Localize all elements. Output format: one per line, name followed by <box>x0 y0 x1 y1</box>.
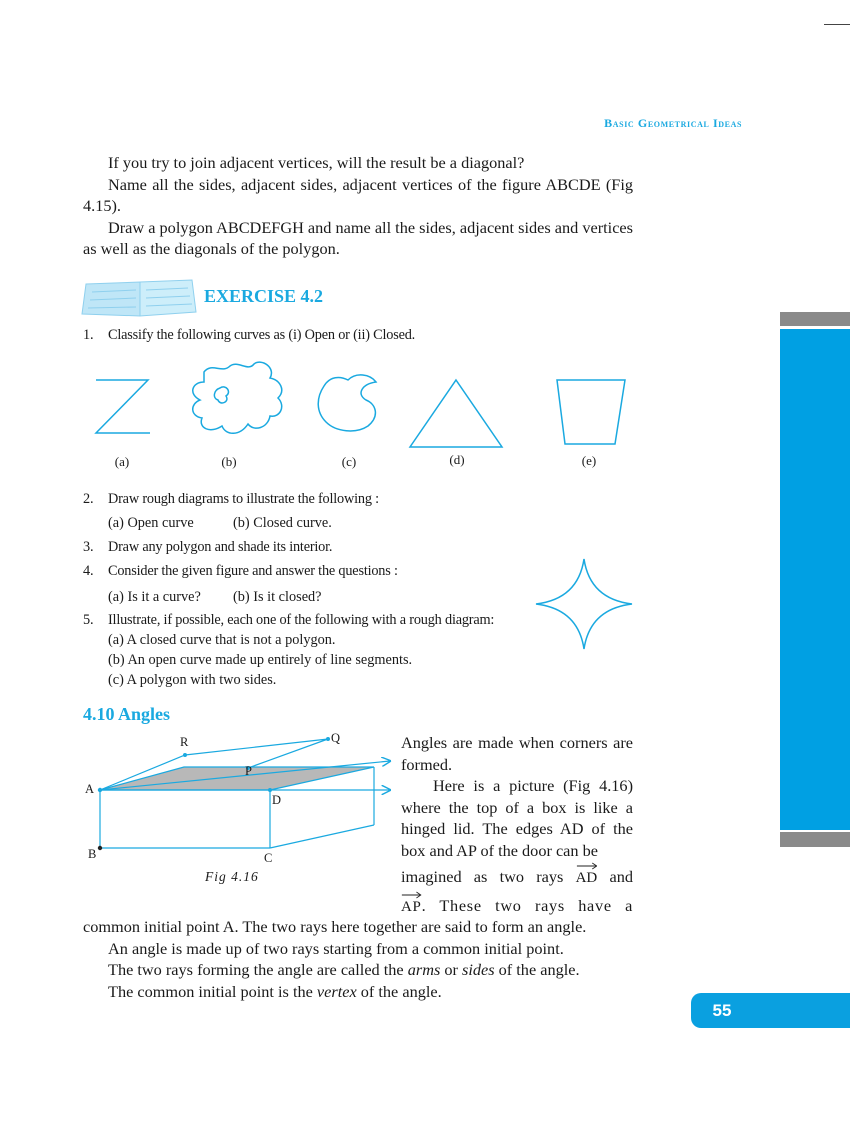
bottom-paragraph-3: The two rays forming the angle are called the arms or sides of the angle. <box>108 960 580 980</box>
question-number: 3. <box>83 539 94 555</box>
curve-label-c: (c) <box>341 454 357 469</box>
curve-d <box>410 380 502 447</box>
label-c: C <box>264 851 273 865</box>
curve-c <box>318 375 376 431</box>
column-paragraph-2: Here is a picture (Fig 4.16) where the top of a box is like a hinged lid. The edges AD of the box and AP of the door can be <box>401 776 633 860</box>
side-tab-top-stripe <box>780 312 850 326</box>
star-figure <box>530 555 640 655</box>
bottom-paragraph-4: The common initial point is the vertex of the angle. <box>108 981 442 1001</box>
intro-paragraph-2: Name all the sides, adjacent sides, adjacent vertices of the figure ABCDE (Fig 4.15). <box>83 174 633 215</box>
label-a: A <box>85 782 95 796</box>
page-number-tab <box>691 993 850 1028</box>
question-2 <box>83 491 379 508</box>
question-5-b: (b) An open curve made up entirely of line segments. <box>108 652 413 668</box>
intro-paragraph-3: Draw a polygon ABCDEFGH and name all the sides, adjacent sides and vertices as well as the diagonals of the polygon. <box>83 217 633 258</box>
section-title: 4.10 Angles <box>83 704 171 724</box>
curves-figure <box>80 358 640 458</box>
side-tab-bottom-stripe <box>780 832 850 847</box>
question-3 <box>83 539 332 556</box>
question-text: Draw any polygon and shade its interior. <box>108 539 333 555</box>
label-d: D <box>272 793 282 807</box>
question-5-c: (c) A polygon with two sides. <box>108 672 277 688</box>
question-4 <box>83 563 398 580</box>
curve-b <box>193 362 282 433</box>
column-paragraph-1: Angles are made when corners are formed. <box>401 733 633 774</box>
running-head: Basic Geometrical Ideas <box>604 116 742 130</box>
bottom-paragraph-1: common initial point A. The two rays here together are said to form an angle. <box>83 917 587 936</box>
curve-label-a: (a) <box>114 454 130 469</box>
ray-ad: AD <box>576 871 598 886</box>
question-2-b: (b) Closed curve. <box>233 515 332 531</box>
angles-column-text <box>401 732 633 920</box>
corner-rule <box>824 24 850 25</box>
question-number: 1. <box>83 327 94 343</box>
bottom-paragraph-2: An angle is made up of two rays starting from a common initial point. <box>108 938 564 958</box>
label-b: B <box>88 847 97 861</box>
figure-caption: Fig 4.16 <box>205 869 259 884</box>
curve-a <box>96 380 150 433</box>
curve-label-d: (d) <box>449 452 465 467</box>
question-number: 4. <box>83 563 94 579</box>
question-5-a: (a) A closed curve that is not a polygon. <box>108 632 336 648</box>
curve-label-b: (b) <box>221 454 237 469</box>
angles-bottom-text <box>83 916 635 1002</box>
question-text: Draw rough diagrams to illustrate the following : <box>108 491 379 507</box>
question-text: Consider the given figure and answer the questions : <box>108 563 398 579</box>
box-lid-figure <box>80 725 400 860</box>
label-p: P <box>245 764 252 778</box>
question-1 <box>83 327 415 344</box>
book-icon <box>80 274 198 320</box>
ray-ap: AP <box>401 900 422 915</box>
column-paragraph-3-line-1: imagined as two rays AD and <box>401 862 633 891</box>
question-2-a: (a) Open curve <box>108 515 194 531</box>
question-4-a: (a) Is it a curve? <box>108 589 201 605</box>
label-r: R <box>180 735 189 749</box>
curve-e <box>557 380 625 444</box>
question-text: Illustrate, if possible, each one of the following with a rough diagram: <box>108 612 495 628</box>
side-tab <box>780 329 850 830</box>
column-paragraph-3-line-2: AP. These two rays have a <box>401 891 633 920</box>
question-text: Classify the following curves as (i) Open or (ii) Closed. <box>108 327 416 343</box>
exercise-title: EXERCISE 4.2 <box>204 286 324 306</box>
question-4-b: (b) Is it closed? <box>233 589 322 605</box>
question-5 <box>83 612 494 629</box>
question-number: 2. <box>83 491 94 507</box>
intro-text <box>83 152 633 260</box>
curve-label-e: (e) <box>581 453 597 468</box>
question-number: 5. <box>83 612 94 628</box>
label-q: Q <box>331 731 341 745</box>
page-number: 55 <box>712 1001 732 1020</box>
intro-paragraph-1: If you try to join adjacent vertices, will the result be a diagonal? <box>108 153 525 172</box>
